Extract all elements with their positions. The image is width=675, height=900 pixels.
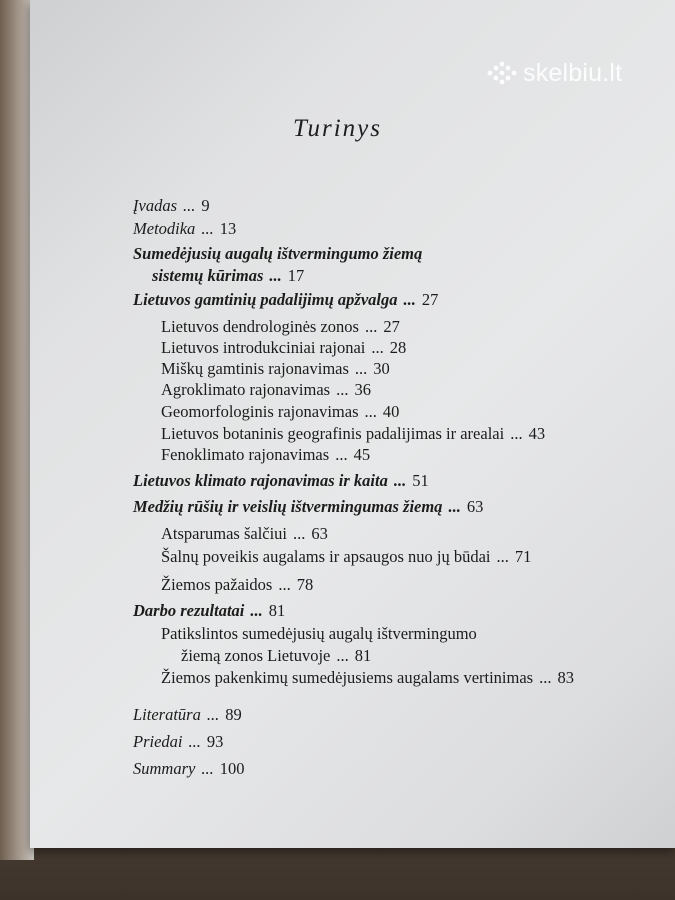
- toc-dots: ...: [496, 547, 509, 566]
- toc-dots: ...: [336, 646, 349, 665]
- toc-page-number: 83: [557, 668, 574, 687]
- toc-page-number: 89: [225, 705, 242, 724]
- toc-page-number: 43: [528, 424, 546, 443]
- toc-subentry: [161, 524, 328, 544]
- toc-entry-label: Žiemos pakenkimų sumedėjusiems augalams vertinimas: [161, 668, 534, 687]
- toc-entry-label: Medžių rūšių ir veislių ištvermingumas žiemą: [133, 497, 443, 516]
- toc-page-number: 63: [311, 524, 328, 543]
- toc-dots: ...: [364, 402, 377, 421]
- toc-entry: [133, 705, 242, 725]
- toc-subentry: [161, 338, 406, 358]
- toc-title: Turinys: [292, 115, 383, 142]
- toc-page-number: 40: [382, 402, 400, 421]
- toc-dots: ...: [201, 759, 214, 778]
- toc-page-number: 93: [206, 732, 224, 751]
- toc-entry-label: Patikslintos sumedėjusių augalų ištvermingumo: [161, 624, 477, 643]
- toc-subentry-continuation: [181, 646, 371, 666]
- toc-page-number: 36: [354, 380, 371, 399]
- toc-dots: ...: [371, 338, 384, 357]
- toc-entry-label: Metodika: [133, 219, 196, 238]
- toc-subentry: [161, 402, 399, 422]
- toc-page-number: 9: [201, 196, 210, 215]
- toc-page-number: 81: [268, 601, 286, 620]
- toc-entry-continuation: [152, 266, 304, 286]
- toc-page-number: 30: [373, 359, 390, 378]
- toc-dots: ...: [335, 445, 348, 464]
- toc-subentry: [161, 668, 574, 688]
- toc-subentry: [161, 359, 390, 379]
- toc-entry: [133, 732, 223, 752]
- toc-dots: ...: [250, 601, 263, 620]
- toc-entry-label: Summary: [133, 759, 196, 778]
- toc-page-number: 81: [354, 646, 372, 665]
- toc-page-number: 17: [287, 266, 305, 285]
- toc-dots: ...: [336, 380, 349, 399]
- toc-dots: ...: [201, 219, 214, 238]
- toc-page-number: 13: [219, 219, 237, 238]
- toc-entry-label: sistemų kūrimas: [152, 266, 264, 285]
- toc-entry: [133, 290, 438, 310]
- toc-page-number: 28: [389, 338, 407, 357]
- toc-subentry: [161, 380, 371, 400]
- toc-page-number: 71: [514, 547, 532, 566]
- toc-page-number: 51: [412, 471, 429, 490]
- toc-dots: ...: [510, 424, 523, 443]
- toc-entry-label: Literatūra: [133, 705, 201, 724]
- toc-dots: ...: [539, 668, 552, 687]
- toc-dots: ...: [403, 290, 416, 309]
- toc-entry-label: Priedai: [133, 732, 183, 751]
- toc-entry-label: Įvadas: [133, 196, 177, 215]
- toc-page-number: 27: [383, 317, 400, 336]
- toc-entry-label: Agroklimato rajonavimas: [161, 380, 331, 399]
- toc-entry-label: Lietuvos klimato rajonavimas ir kaita: [133, 471, 388, 490]
- toc-subentry: [161, 575, 313, 595]
- toc-subentry: [161, 624, 477, 644]
- toc-subentry: [161, 424, 545, 444]
- toc-dots: ...: [293, 524, 306, 543]
- watermark-text: skelbiu.lt: [523, 58, 623, 87]
- toc-entry-label: Sumedėjusių augalų ištvermingumo žiemą: [133, 244, 423, 263]
- toc-subentry: [161, 445, 370, 465]
- toc-dots: ...: [448, 497, 461, 516]
- toc-entry-label: Šalnų poveikis augalams ir apsaugos nuo jų būdai: [161, 547, 491, 566]
- toc-entry: [133, 759, 244, 779]
- toc-dots: ...: [354, 359, 368, 378]
- toc-entry-label: Lietuvos botaninis geografinis padalijimas ir arealai: [161, 424, 505, 443]
- toc-entry: [133, 196, 210, 216]
- toc-entry: [133, 244, 422, 264]
- toc-page-number: 100: [219, 759, 245, 778]
- toc-page-number: 63: [466, 497, 484, 516]
- toc-entry: [133, 497, 483, 517]
- toc-entry: [133, 471, 429, 491]
- toc-dots: ...: [393, 471, 407, 490]
- toc-subentry: [161, 547, 531, 567]
- toc-dots: ...: [183, 196, 196, 215]
- toc-dots: ...: [269, 266, 282, 285]
- toc-page-number: 78: [296, 575, 314, 594]
- toc-entry: [133, 601, 285, 621]
- toc-entry-label: Lietuvos introdukciniai rajonai: [161, 338, 366, 357]
- toc-entry-label: Darbo rezultatai: [133, 601, 245, 620]
- toc-page-number: 27: [421, 290, 439, 309]
- toc-dots: ...: [188, 732, 201, 751]
- toc-subentry: [161, 317, 400, 337]
- toc-entry-label: Geomorfologinis rajonavimas: [161, 402, 359, 421]
- toc-entry-label: Žiemos pažaidos: [161, 575, 273, 594]
- toc-entry-label: Atsparumas šalčiui: [161, 524, 288, 543]
- toc-dots: ...: [206, 705, 220, 724]
- toc-dots: ...: [364, 317, 378, 336]
- toc-page-number: 45: [353, 445, 371, 464]
- toc-entry-label: Lietuvos dendrologinės zonos: [161, 317, 359, 336]
- toc-entry-label: Miškų gamtinis rajonavimas: [161, 359, 349, 378]
- toc-entry: [133, 219, 236, 239]
- toc-entry-label: Lietuvos gamtinių padalijimų apžvalga: [133, 290, 398, 309]
- toc-dots: ...: [278, 575, 291, 594]
- toc-entry-label: Fenoklimato rajonavimas: [161, 445, 330, 464]
- toc-entry-label: žiemą zonos Lietuvoje: [181, 646, 331, 665]
